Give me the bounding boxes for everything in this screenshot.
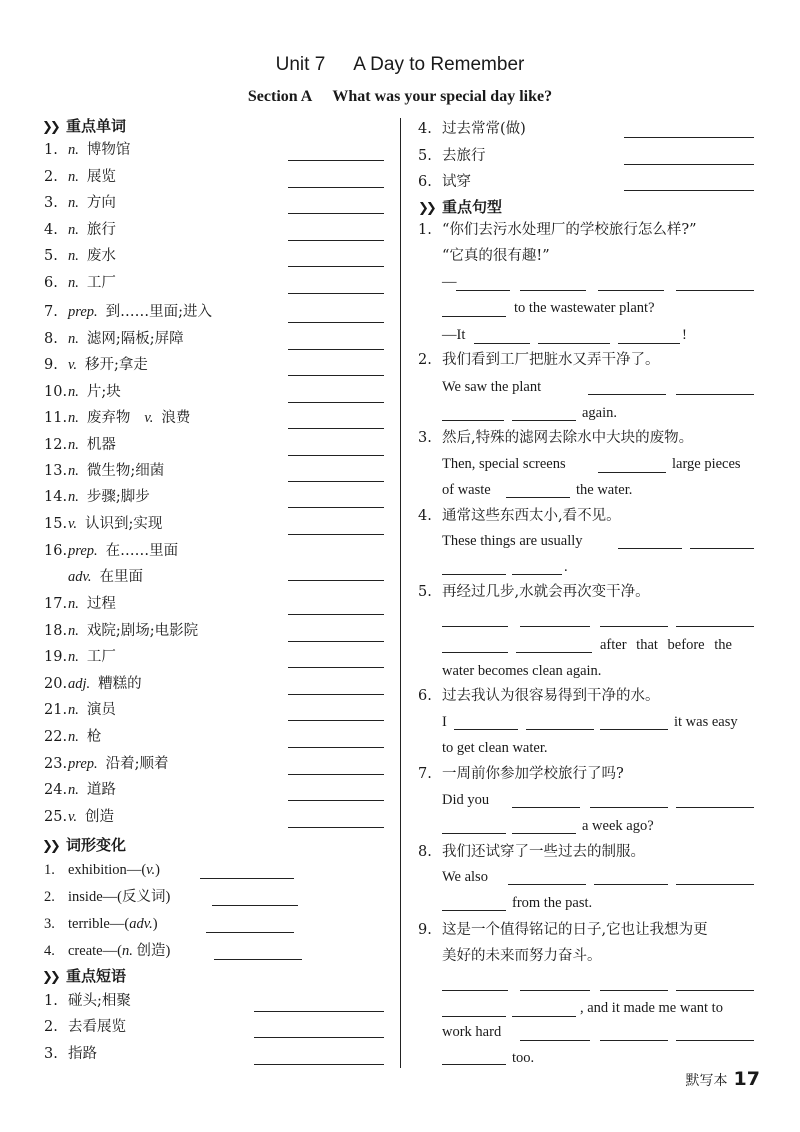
unit-name: A Day to Remember bbox=[353, 54, 525, 75]
answer-blank[interactable] bbox=[676, 290, 754, 291]
vocab-item bbox=[44, 355, 148, 375]
page-footer bbox=[686, 1068, 760, 1090]
answer-blank[interactable] bbox=[516, 652, 592, 653]
part-of-speech: adv. bbox=[68, 569, 92, 585]
item-meaning: 到……里面;进入 bbox=[105, 304, 213, 320]
answer-blank[interactable] bbox=[676, 884, 754, 885]
sentence-1-cn-2: “它真的很有趣!” bbox=[442, 248, 550, 264]
item-meaning: 工厂 bbox=[86, 275, 116, 291]
answer-blank[interactable] bbox=[288, 800, 384, 801]
sentence-9-cn-2: 美好的未来而努力奋斗。 bbox=[442, 948, 602, 964]
sentence-6-en-2: it was easy bbox=[674, 714, 738, 730]
item-number: 19. bbox=[44, 649, 68, 665]
vocab-item bbox=[44, 246, 116, 266]
answer-blank[interactable] bbox=[588, 394, 666, 395]
answer-blank[interactable] bbox=[676, 990, 754, 991]
part-of-speech: prep. bbox=[68, 304, 98, 320]
item-meaning: 步骤;脚步 bbox=[86, 489, 150, 505]
sentence-6-cn: 6. 过去我认为很容易得到干净的水。 bbox=[418, 688, 660, 704]
phrase-item bbox=[44, 1017, 126, 1037]
item-meaning: 演员 bbox=[86, 702, 116, 718]
item-number: 2. bbox=[44, 889, 55, 905]
item-number: 24. bbox=[44, 782, 68, 798]
answer-blank[interactable] bbox=[624, 190, 754, 191]
answer-blank[interactable] bbox=[442, 833, 506, 834]
part-of-speech: v. bbox=[68, 516, 77, 532]
sentence-4-cn: 4. 通常这些东西太小,看不见。 bbox=[418, 508, 621, 524]
vocab-item bbox=[44, 382, 121, 402]
part-of-speech: n. bbox=[68, 702, 79, 718]
sentence-9-en-1: , and it made me want to bbox=[580, 1000, 723, 1016]
answer-blank[interactable] bbox=[520, 990, 590, 991]
item-number: 11. bbox=[44, 410, 68, 426]
item-number: 3. bbox=[44, 916, 55, 932]
form-hint: ( bbox=[141, 862, 147, 878]
answer-blank[interactable] bbox=[288, 641, 384, 642]
answer-blank[interactable] bbox=[512, 1016, 576, 1017]
sentence-7-en-1: Did you bbox=[442, 792, 490, 808]
sentence-3-en-3: of waste bbox=[442, 482, 491, 498]
answer-blank[interactable] bbox=[288, 402, 384, 403]
phrase-meaning: 去旅行 bbox=[442, 148, 486, 164]
item-number: 4. bbox=[44, 943, 55, 959]
part-of-speech: n. bbox=[68, 623, 79, 639]
vocab-item bbox=[44, 807, 114, 827]
part-of-speech: n. bbox=[68, 729, 79, 745]
part-of-speech: n. bbox=[68, 384, 79, 400]
item-meaning: 移开;拿走 bbox=[85, 357, 148, 373]
sentence-4-en-2: . bbox=[564, 559, 568, 575]
answer-blank[interactable] bbox=[600, 626, 668, 627]
answer-blank[interactable] bbox=[676, 807, 754, 808]
answer-blank[interactable] bbox=[690, 548, 754, 549]
answer-blank[interactable] bbox=[456, 290, 510, 291]
part-of-speech: n. bbox=[68, 782, 79, 798]
part-of-speech: adv. bbox=[129, 916, 153, 932]
vocab-item bbox=[44, 780, 116, 800]
answer-blank[interactable] bbox=[442, 316, 506, 317]
answer-blank[interactable] bbox=[288, 774, 384, 775]
answer-blank[interactable] bbox=[200, 878, 294, 879]
part-of-speech: n. bbox=[68, 275, 79, 291]
answer-blank[interactable] bbox=[520, 290, 586, 291]
vocab-item bbox=[68, 567, 143, 587]
answer-blank[interactable] bbox=[442, 420, 504, 421]
vocab-item bbox=[44, 408, 190, 428]
item-meaning: 片;块 bbox=[86, 384, 121, 400]
answer-blank[interactable] bbox=[598, 290, 664, 291]
part-of-speech: n. bbox=[68, 169, 79, 185]
vocab-item bbox=[44, 220, 116, 240]
answer-blank[interactable] bbox=[288, 580, 384, 581]
answer-blank[interactable] bbox=[600, 990, 668, 991]
section-title bbox=[0, 88, 800, 106]
vocab-item bbox=[44, 302, 212, 322]
phrase-meaning: 试穿 bbox=[442, 174, 471, 190]
phrase-item bbox=[44, 1044, 97, 1064]
item-number: 15. bbox=[44, 516, 68, 532]
item-number: 17. bbox=[44, 596, 68, 612]
answer-blank[interactable] bbox=[288, 694, 384, 695]
answer-blank[interactable] bbox=[288, 293, 384, 294]
item-meaning: 微生物;细菌 bbox=[86, 463, 165, 479]
sentence-8-cn: 8. 我们还试穿了一些过去的制服。 bbox=[418, 844, 645, 860]
answer-blank[interactable] bbox=[526, 729, 594, 730]
word-form-item bbox=[44, 941, 170, 961]
double-chevron-icon: ❯❯ bbox=[42, 120, 58, 135]
answer-blank[interactable] bbox=[538, 343, 610, 344]
column-divider bbox=[400, 118, 401, 1068]
double-chevron-icon: ❯❯ bbox=[418, 201, 434, 216]
vocab-item bbox=[44, 621, 198, 641]
sentence-8-en-1: We also bbox=[442, 869, 488, 885]
item-meaning: 在里面 bbox=[99, 569, 143, 585]
item-number: 10. bbox=[44, 384, 68, 400]
answer-blank[interactable] bbox=[214, 959, 302, 960]
item-number: 1. bbox=[44, 993, 58, 1009]
phrase-item bbox=[418, 119, 526, 139]
sentence-8-en-2: from the past. bbox=[512, 895, 593, 911]
dash: — bbox=[102, 943, 118, 959]
part-of-speech: v. bbox=[146, 862, 156, 878]
sentence-1-en-1: to the wastewater plant? bbox=[514, 300, 655, 316]
item-number: 3. bbox=[44, 195, 58, 211]
unit-title bbox=[0, 54, 800, 76]
sentence-1-en-3: ! bbox=[682, 327, 687, 343]
sentence-7-en-2: a week ago? bbox=[582, 818, 654, 834]
sentence-5-en-2: water becomes clean again. bbox=[442, 663, 602, 679]
sentence-9-cn: 9. 这是一个值得铭记的日子,它也让我想为更 bbox=[418, 922, 708, 938]
page-number: 17 bbox=[733, 1068, 760, 1090]
item-number: 25. bbox=[44, 809, 68, 825]
answer-blank[interactable] bbox=[512, 420, 576, 421]
answer-blank[interactable] bbox=[600, 1040, 668, 1041]
part-of-speech: v. bbox=[144, 410, 154, 426]
footer-label: 默写本 bbox=[685, 1073, 728, 1089]
answer-blank[interactable] bbox=[288, 614, 384, 615]
part-of-speech: n. bbox=[68, 463, 79, 479]
form-hint: 创造) bbox=[132, 943, 171, 959]
item-meaning: 方向 bbox=[86, 195, 116, 211]
answer-blank[interactable] bbox=[288, 720, 384, 721]
item-number: 1. bbox=[44, 142, 58, 158]
vocab-item bbox=[44, 193, 116, 213]
answer-blank[interactable] bbox=[442, 652, 508, 653]
answer-blank[interactable] bbox=[508, 884, 586, 885]
answer-blank[interactable] bbox=[254, 1064, 384, 1065]
answer-blank[interactable] bbox=[512, 574, 562, 575]
part-of-speech: n. bbox=[68, 142, 79, 158]
answer-blank[interactable] bbox=[254, 1011, 384, 1012]
item-number: 16. bbox=[44, 543, 68, 559]
answer-blank[interactable] bbox=[288, 428, 384, 429]
answer-blank[interactable] bbox=[288, 534, 384, 535]
answer-blank[interactable] bbox=[288, 481, 384, 482]
double-chevron-icon: ❯❯ bbox=[42, 839, 58, 854]
answer-blank[interactable] bbox=[442, 1016, 506, 1017]
sentence-3-en-1: Then, special screens bbox=[442, 456, 566, 472]
answer-blank[interactable] bbox=[590, 807, 668, 808]
item-meaning: 戏院;剧场;电影院 bbox=[86, 623, 199, 639]
answer-blank[interactable] bbox=[288, 455, 384, 456]
base-word: exhibition bbox=[68, 862, 127, 878]
phrase-meaning: 指路 bbox=[68, 1046, 97, 1062]
sentence-3-cn: 3. 然后,特殊的滤网去除水中大块的废物。 bbox=[418, 430, 694, 446]
answer-blank[interactable] bbox=[520, 626, 590, 627]
answer-blank[interactable] bbox=[676, 626, 754, 627]
item-meaning: 废水 bbox=[86, 248, 116, 264]
base-word: inside bbox=[68, 889, 103, 905]
part-of-speech: prep. bbox=[68, 543, 98, 559]
vocab-item bbox=[44, 140, 130, 160]
item-number: 18. bbox=[44, 623, 68, 639]
item-meaning: 展览 bbox=[86, 169, 116, 185]
item-number: 5. bbox=[44, 248, 58, 264]
vocab-item bbox=[44, 514, 162, 534]
item-number: 9. bbox=[44, 357, 58, 373]
part-of-speech: n. bbox=[68, 596, 79, 612]
phrase-item bbox=[418, 146, 486, 166]
item-meaning: 过程 bbox=[86, 596, 116, 612]
item-meaning: 糟糕的 bbox=[98, 676, 142, 692]
item-number: 3. bbox=[44, 1046, 58, 1062]
item-number: 5. bbox=[418, 148, 432, 164]
part-of-speech: n. bbox=[68, 195, 79, 211]
sentence-1-dash: — bbox=[442, 274, 457, 290]
part-of-speech: n. bbox=[121, 943, 133, 959]
answer-blank[interactable] bbox=[454, 729, 518, 730]
word-form-item bbox=[44, 887, 170, 907]
phrases-heading: ❯❯ 重点短语 bbox=[42, 966, 126, 988]
answer-blank[interactable] bbox=[254, 1037, 384, 1038]
vocab-item bbox=[44, 647, 116, 667]
answer-blank[interactable] bbox=[624, 137, 754, 138]
answer-blank[interactable] bbox=[288, 160, 384, 161]
vocab-item bbox=[44, 541, 178, 561]
sentence-6-en-1: I bbox=[442, 714, 447, 730]
item-meaning: 废弃物 bbox=[86, 410, 131, 426]
vocab-item bbox=[44, 674, 142, 694]
part-of-speech: v. bbox=[68, 357, 77, 373]
answer-blank[interactable] bbox=[206, 932, 294, 933]
answer-blank[interactable] bbox=[624, 164, 754, 165]
answer-blank[interactable] bbox=[512, 807, 580, 808]
word-forms-heading: ❯❯ 词形变化 bbox=[42, 835, 126, 857]
part-of-speech: v. bbox=[68, 809, 77, 825]
item-number: 6. bbox=[418, 174, 432, 190]
sentence-1-cn: 1. “你们去污水处理厂的学校旅行怎么样?” bbox=[418, 222, 697, 238]
item-meaning: 沿着;顺着 bbox=[105, 756, 169, 772]
word-form-item bbox=[44, 914, 158, 934]
item-meaning: 工厂 bbox=[86, 649, 116, 665]
sentence-3-en-4: the water. bbox=[576, 482, 633, 498]
unit-number: Unit 7 bbox=[275, 54, 326, 75]
form-hint: ) bbox=[155, 862, 160, 878]
answer-blank[interactable] bbox=[442, 626, 508, 627]
item-meaning: 浪费 bbox=[161, 410, 191, 426]
sentence-4-en-1: These things are usually bbox=[442, 533, 583, 549]
answer-blank[interactable] bbox=[506, 497, 570, 498]
item-meaning: 旅行 bbox=[86, 222, 116, 238]
vocab-item bbox=[44, 754, 169, 774]
sentence-9-en-3: too. bbox=[512, 1050, 535, 1066]
item-number: 14. bbox=[44, 489, 68, 505]
sentences-heading: ❯❯ 重点句型 bbox=[418, 197, 502, 219]
vocab-item bbox=[44, 435, 116, 455]
answer-blank[interactable] bbox=[676, 1040, 754, 1041]
item-number: 13. bbox=[44, 463, 68, 479]
item-meaning: 博物馆 bbox=[86, 142, 131, 158]
item-number: 1. bbox=[44, 862, 55, 878]
answer-blank[interactable] bbox=[442, 910, 506, 911]
answer-blank[interactable] bbox=[512, 833, 576, 834]
item-number: 2. bbox=[44, 169, 58, 185]
dash: — bbox=[109, 916, 125, 932]
vocab-item bbox=[44, 727, 101, 747]
phrase-item bbox=[418, 172, 471, 192]
base-word: terrible bbox=[68, 916, 110, 932]
part-of-speech: n. bbox=[68, 437, 79, 453]
answer-blank[interactable] bbox=[594, 884, 668, 885]
vocab-item bbox=[44, 273, 116, 293]
vocab-heading: ❯❯ 重点单词 bbox=[42, 116, 126, 138]
part-of-speech: n. bbox=[68, 331, 79, 347]
form-hint: ) bbox=[152, 916, 158, 932]
answer-blank[interactable] bbox=[598, 472, 666, 473]
phrase-meaning: 去看展览 bbox=[68, 1019, 126, 1035]
answer-blank[interactable] bbox=[288, 213, 384, 214]
part-of-speech: n. bbox=[68, 248, 79, 264]
item-number: 12. bbox=[44, 437, 68, 453]
sentence-3-en-2: large pieces bbox=[672, 456, 741, 472]
item-meaning: 在……里面 bbox=[105, 543, 179, 559]
vocab-item bbox=[44, 594, 116, 614]
item-number: 4. bbox=[418, 121, 432, 137]
section-question: What was your special day like? bbox=[332, 88, 553, 105]
sentence-9-en-2: work hard bbox=[442, 1024, 502, 1040]
part-of-speech: adj. bbox=[68, 676, 91, 692]
item-number: 22. bbox=[44, 729, 68, 745]
sentence-2-en-2: again. bbox=[582, 405, 618, 421]
item-number: 2. bbox=[44, 1019, 58, 1035]
dash: — bbox=[126, 862, 142, 878]
answer-blank[interactable] bbox=[474, 343, 530, 344]
answer-blank[interactable] bbox=[442, 1064, 506, 1065]
item-number: 20. bbox=[44, 676, 68, 692]
answer-blank[interactable] bbox=[288, 827, 384, 828]
answer-blank[interactable] bbox=[442, 574, 506, 575]
item-meaning: 机器 bbox=[86, 437, 116, 453]
base-word: create bbox=[68, 943, 103, 959]
part-of-speech: n. bbox=[68, 649, 79, 665]
answer-blank[interactable] bbox=[600, 729, 668, 730]
phrase-meaning: 过去常常(做) bbox=[442, 121, 526, 137]
answer-blank[interactable] bbox=[288, 187, 384, 188]
part-of-speech: n. bbox=[68, 489, 79, 505]
part-of-speech: n. bbox=[68, 222, 79, 238]
sentence-1-en-2: —It bbox=[442, 327, 466, 343]
vocab-item bbox=[44, 329, 184, 349]
item-meaning: 道路 bbox=[86, 782, 116, 798]
item-number: 21. bbox=[44, 702, 68, 718]
form-hint: (反义词) bbox=[117, 889, 171, 905]
answer-blank[interactable] bbox=[618, 548, 682, 549]
item-meaning: 枪 bbox=[86, 729, 102, 745]
word-form-item bbox=[44, 860, 160, 880]
item-number: 7. bbox=[44, 304, 58, 320]
phrase-meaning: 碰头;相聚 bbox=[68, 993, 131, 1009]
vocab-item bbox=[44, 487, 150, 507]
part-of-speech: n. bbox=[68, 410, 79, 426]
item-meaning: 滤网;隔板;屏障 bbox=[86, 331, 184, 347]
answer-blank[interactable] bbox=[288, 507, 384, 508]
answer-blank[interactable] bbox=[288, 266, 384, 267]
sentence-5-cn: 5. 再经过几步,水就会再次变干净。 bbox=[418, 584, 650, 600]
dash: — bbox=[102, 889, 118, 905]
sentence-2-cn: 2. 我们看到工厂把脏水又弄干净了。 bbox=[418, 352, 660, 368]
answer-blank[interactable] bbox=[288, 349, 384, 350]
sentence-7-cn: 7. 一周前你参加学校旅行了吗? bbox=[418, 766, 624, 782]
item-meaning: 创造 bbox=[85, 809, 114, 825]
answer-blank[interactable] bbox=[288, 667, 384, 668]
phrase-item bbox=[44, 991, 131, 1011]
item-meaning: 认识到;实现 bbox=[85, 516, 163, 532]
section-label: Section A bbox=[247, 88, 313, 105]
answer-blank[interactable] bbox=[520, 1040, 590, 1041]
item-number: 6. bbox=[44, 275, 58, 291]
answer-blank[interactable] bbox=[288, 322, 384, 323]
double-chevron-icon: ❯❯ bbox=[42, 970, 58, 985]
vocab-item bbox=[44, 461, 164, 481]
answer-blank[interactable] bbox=[212, 905, 298, 906]
answer-blank[interactable] bbox=[618, 343, 680, 344]
vocab-item bbox=[44, 700, 116, 720]
part-of-speech: prep. bbox=[68, 756, 98, 772]
answer-blank[interactable] bbox=[288, 747, 384, 748]
answer-blank[interactable] bbox=[676, 394, 754, 395]
item-number: 8. bbox=[44, 331, 58, 347]
item-number: 4. bbox=[44, 222, 58, 238]
sentence-6-en-3: to get clean water. bbox=[442, 740, 548, 756]
item-number: 23. bbox=[44, 756, 68, 772]
answer-blank[interactable] bbox=[288, 375, 384, 376]
sentence-5-en-1: after that before the bbox=[600, 637, 732, 653]
form-hint: ( bbox=[124, 916, 130, 932]
sentence-2-en-1: We saw the plant bbox=[442, 379, 542, 395]
answer-blank[interactable] bbox=[288, 240, 384, 241]
vocab-item bbox=[44, 167, 116, 187]
form-hint: ( bbox=[117, 943, 122, 959]
answer-blank[interactable] bbox=[442, 990, 508, 991]
